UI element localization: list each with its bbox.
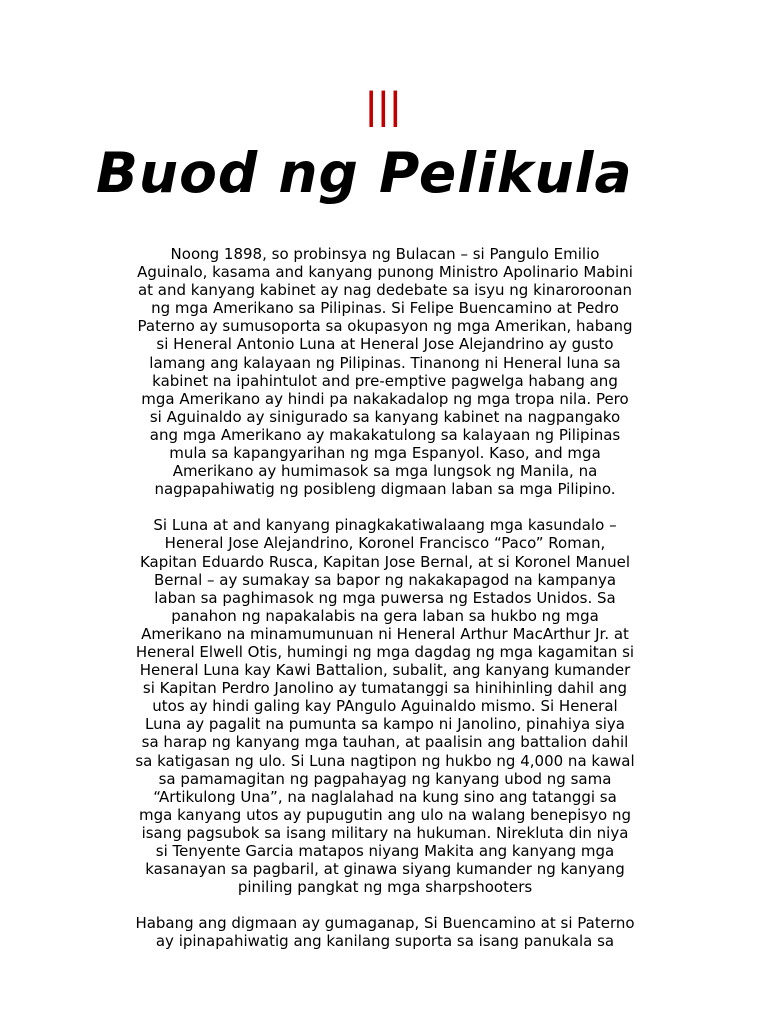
paragraph-line: mga Amerikano ay hindi pa nakakadalop ng mga tropa nila. Pero xyxy=(141,389,629,408)
paragraph-line: Heneral Luna kay Kawi Battalion, subalit, ang kanyang kumander xyxy=(139,661,631,680)
paragraph-line: kabinet na ipahintulot and pre-emptive pagwelga habang ang xyxy=(152,371,618,390)
paragraph-line: si Heneral Antonio Luna at Heneral Jose Alejandrino ay gusto xyxy=(156,335,614,354)
paragraph-line: sa pamamagitan ng pagpahayag ng kanyang ubod ng sama xyxy=(158,769,612,788)
paragraph-line: kasanayan sa pagbaril, at ginawa siyang kumander ng kanyang xyxy=(145,860,625,879)
page-title: Buod ng Pelikula xyxy=(96,141,633,205)
paragraph-line: ay ipinapahiwatig ang kanilang suporta sa isang panukala sa xyxy=(155,932,615,951)
paragraph-line: Noong 1898, so probinsya ng Bulacan – si Pangulo Emilio xyxy=(170,245,600,263)
paragraph-line: sa katigasan ng ulo. Si Luna nagtipon ng hukbo ng 4,000 na kawal xyxy=(135,751,635,770)
paragraph-line: at and kanyang kabinet ay nag dedebate sa isyu ng kinaroroonan xyxy=(137,281,633,300)
chapter-numeral: III xyxy=(365,81,403,139)
paragraph-line: Si Luna at and kanyang pinagkakatiwalaang mga kasundalo – xyxy=(153,516,617,535)
paragraph-line: nagpapahiwatig ng posibleng digmaan laban sa mga Pilipino. xyxy=(154,480,616,499)
paragraph-line: Heneral Elwell Otis, humingi ng mga dagdag ng mga kagamitan si xyxy=(135,642,635,661)
paragraph-line: Aguinalo, kasama and kanyang punong Ministro Apolinario Mabini xyxy=(137,263,633,282)
paragraph-line: piniling pangkat ng mga sharpshooters xyxy=(237,878,533,897)
paragraph-line: si Tenyente Garcia matapos niyang Makita ang kanyang mga xyxy=(155,842,615,860)
paragraph-line: utos ay hindi galing kay PAngulo Aguinaldo mismo. Si Heneral xyxy=(152,697,618,716)
paragraph-line: Bernal – ay sumakay sa bapor ng nakakapagod na kampanya xyxy=(153,570,617,589)
paragraph-line: si Aguinaldo ay sinigurado sa kanyang kabinet na nagpangako xyxy=(149,407,621,426)
paragraph-line: mga kanyang utos ay pupugutin ang ulo na walang benepisyo ng xyxy=(138,805,631,824)
paragraph-line: isang pagsubok sa isang military na hukuman. Nirekluta din niya xyxy=(141,823,629,842)
paragraph-line: laban sa paghimasok ng mga puwersa ng Estados Unidos. Sa xyxy=(154,588,616,607)
paragraph-line: Paterno ay sumusoporta sa okupasyon ng mga Amerikan, habang xyxy=(137,317,633,336)
paragraph-line: mula sa kapangyarihan ng mga Espanyol. Kaso, and mga xyxy=(169,444,601,463)
paragraph xyxy=(80,245,690,498)
paragraph-line: Habang ang digmaan ay gumaganap, Si Buencamino at si Paterno xyxy=(135,914,635,933)
paragraph xyxy=(80,914,690,950)
paragraph-line: sa harap ng kanyang mga tauhan, at paalisin ang battalion dahil xyxy=(141,733,629,752)
paragraph-line: ang mga Amerikano ay makakatulong sa kalayaan ng Pilipinas xyxy=(149,425,621,444)
paragraph-line: panahon ng napakalabis na gera laban sa hukbo ng mga xyxy=(171,606,599,625)
paragraph-line: Heneral Jose Alejandrino, Koronel Francisco “Paco” Roman, xyxy=(164,534,606,553)
paragraph-line: “Artikulong Una”, na naglalahad na kung sino ang tatanggi sa xyxy=(153,787,617,806)
paragraph-line: Amerikano na minamumunuan ni Heneral Arthur MacArthur Jr. at xyxy=(141,624,629,643)
paragraph-line: Kapitan Eduardo Rusca, Kapitan Jose Bernal, at si Koronel Manuel xyxy=(139,552,631,571)
paragraph xyxy=(80,516,690,896)
summary-body xyxy=(80,245,690,968)
paragraph-line: Luna ay pagalit na pumunta sa kampo ni Janolino, pinahiya siya xyxy=(145,715,625,734)
paragraph-line: ng mga Amerikano sa Pilipinas. Si Felipe Buencamino at Pedro xyxy=(151,299,619,318)
paragraph-line: si Kapitan Perdro Janolino ay tumatanggi sa hinihinling dahil ang xyxy=(142,679,628,698)
paragraph-line: Amerikano ay humimasok sa mga lungsok ng Manila, na xyxy=(172,462,598,481)
paragraph-line: lamang ang kalayaan ng Pilipinas. Tinanong ni Heneral luna sa xyxy=(149,353,621,372)
